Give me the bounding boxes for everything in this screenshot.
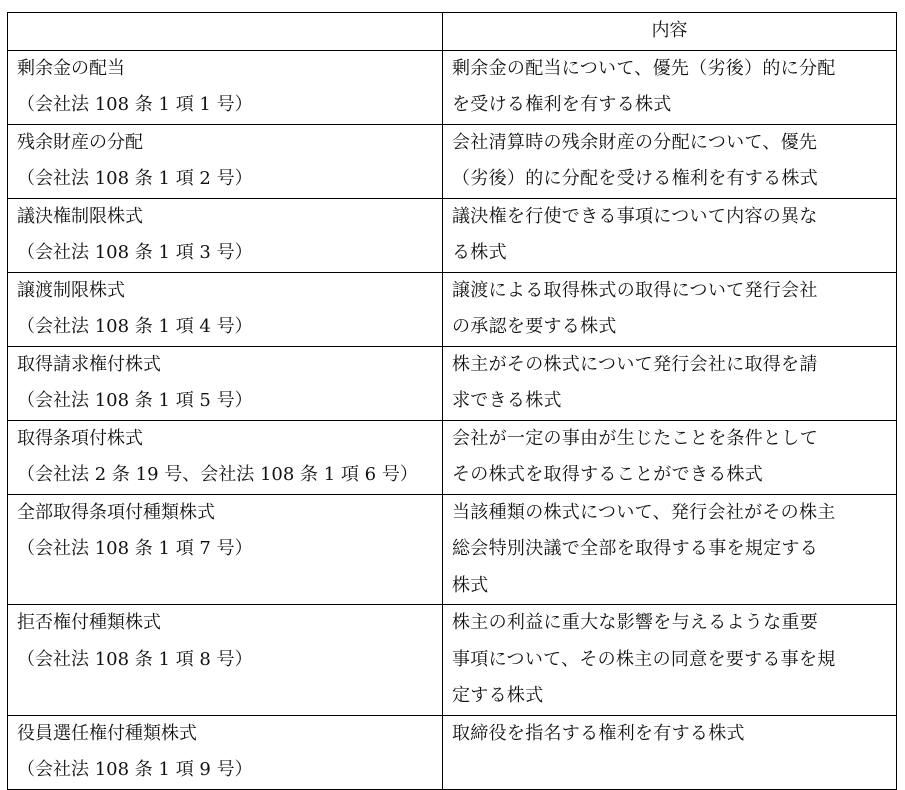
share-type-cell xyxy=(8,420,443,494)
table-row xyxy=(8,605,897,716)
description-line: 事項について、その株主の同意を要する事を規 xyxy=(452,648,836,670)
description-line: の承認を要する株式 xyxy=(452,316,617,337)
share-type-name: 全部取得条項付種類株式 xyxy=(17,501,215,523)
share-type-name: 譲渡制限株式 xyxy=(17,279,125,301)
share-type-name: 役員選任権付種類株式 xyxy=(17,722,197,744)
share-types-table xyxy=(7,12,897,790)
description-line: を受ける権利を有する株式 xyxy=(452,94,672,115)
description-line: 取締役を指名する権利を有する株式 xyxy=(452,722,745,744)
description-cell xyxy=(443,605,897,716)
description-line: 会社清算時の残余財産の分配について、優先 xyxy=(452,131,818,153)
description-cell xyxy=(443,420,897,494)
description-cell xyxy=(443,198,897,272)
description-line: 株式 xyxy=(452,574,489,596)
description-cell xyxy=(443,50,897,124)
table-row xyxy=(8,715,897,789)
table-row xyxy=(8,494,897,605)
description-line: 譲渡による取得株式の取得について発行会社 xyxy=(452,279,818,301)
share-type-name: 議決権制限株式 xyxy=(17,205,143,227)
description-line: 求できる株式 xyxy=(452,390,562,411)
share-type-name: 取得条項付株式 xyxy=(17,427,143,449)
share-type-cell xyxy=(8,272,443,346)
description-line: その株式を取得することができる株式 xyxy=(452,464,764,485)
header-type-cell xyxy=(8,13,443,51)
description-line: 剰余金の配当について、優先（劣後）的に分配 xyxy=(452,57,836,79)
law-reference: （会社法 108 条 1 項 8 号） xyxy=(17,648,253,670)
law-reference: （会社法 108 条 1 項 5 号） xyxy=(17,390,253,411)
law-reference: （会社法 108 条 1 項 1 号） xyxy=(17,94,253,115)
table-row xyxy=(8,346,897,420)
table-row xyxy=(8,198,897,272)
law-reference: （会社法 108 条 1 項 2 号） xyxy=(17,168,253,189)
share-type-cell xyxy=(8,50,443,124)
law-reference: （会社法 108 条 1 項 3 号） xyxy=(17,242,253,263)
law-reference: （会社法 2 条 19 号、会社法 108 条 1 項 6 号） xyxy=(17,464,418,485)
law-reference: （会社法 108 条 1 項 4 号） xyxy=(17,316,253,337)
share-type-name: 取得請求権付株式 xyxy=(17,353,161,375)
share-type-cell xyxy=(8,346,443,420)
description-cell xyxy=(443,124,897,198)
share-type-cell xyxy=(8,715,443,789)
header-content-cell: 内容 xyxy=(443,13,897,51)
share-type-name: 拒否権付種類株式 xyxy=(17,612,161,633)
description-line: 株主の利益に重大な影響を与えるような重要 xyxy=(452,612,818,633)
share-type-name: 残余財産の分配 xyxy=(17,131,143,153)
description-cell xyxy=(443,715,897,789)
description-line: 議決権を行使できる事項について内容の異な xyxy=(452,205,818,227)
share-type-name: 剰余金の配当 xyxy=(17,57,125,79)
table-header-row xyxy=(8,13,897,51)
description-line: 会社が一定の事由が生じたことを条件として xyxy=(452,427,818,449)
description-line: 株主がその株式について発行会社に取得を請 xyxy=(452,353,818,375)
table-row xyxy=(8,420,897,494)
table-row xyxy=(8,124,897,198)
description-line: 当該種類の株式について、発行会社がその株主 xyxy=(452,501,836,523)
description-line: 総会特別決議で全部を取得する事を規定する xyxy=(452,538,818,559)
description-cell xyxy=(443,272,897,346)
law-reference: （会社法 108 条 1 項 7 号） xyxy=(17,538,253,559)
description-line: 定する株式 xyxy=(452,685,544,706)
share-type-cell xyxy=(8,198,443,272)
share-type-cell xyxy=(8,605,443,716)
table-row xyxy=(8,272,897,346)
description-line: る株式 xyxy=(452,242,507,263)
table-row xyxy=(8,50,897,124)
description-cell xyxy=(443,346,897,420)
description-line: （劣後）的に分配を受ける権利を有する株式 xyxy=(452,168,818,189)
share-type-cell xyxy=(8,124,443,198)
share-type-cell xyxy=(8,494,443,605)
description-cell xyxy=(443,494,897,605)
law-reference: （会社法 108 条 1 項 9 号） xyxy=(17,759,253,780)
